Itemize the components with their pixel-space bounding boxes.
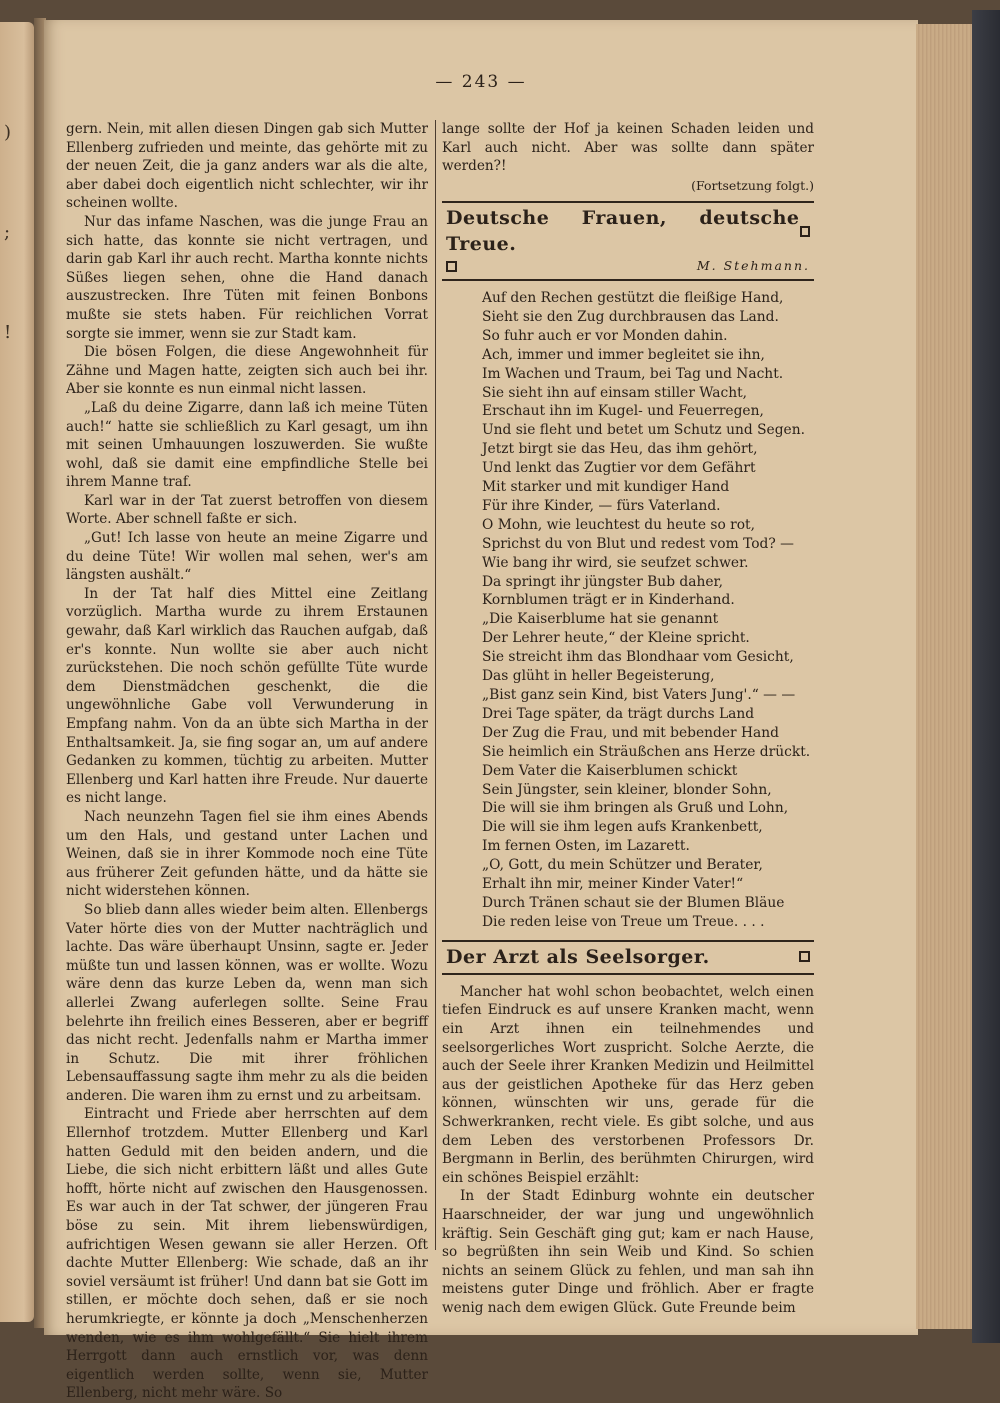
poem-line: Erschaut ihn im Kugel- und Feuerregen, [482,403,764,420]
article-header [442,940,814,975]
poem-line: Sieht sie den Zug durchbrausen das Land. [482,308,779,325]
poem-line: Die will sie ihm bringen als Gruß und Lohn, [482,800,789,817]
margin-mark: ! [4,322,12,343]
poem-body [482,289,814,932]
poem-line: Wie bang ihr wird, sie seufzet schwer. [482,554,749,571]
poem-line: Und sie fleht und betet um Schutz und Segen. [482,422,805,439]
paragraph: Nur das infame Naschen, was die junge Frau an sich hatte, das konnte sie nicht vertragen, und darin gab Karl ihr auch recht. Martha konnte nichts Süßes liegen sehen, ohne die Hand danach auszustrecken. Ihre Tüten mit feinen Bonbons mußte sie stets haben. Für reichlichen Vorrat sorgte sie immer, wenn sie zur Stadt kam. [66,213,428,342]
paragraph: Mancher hat wohl schon beobachtet, welch einen tiefen Eindruck es auf unsere Kranken macht, wenn ein Arzt ihnen ein teilnehmendes und seelsorgerliches Wort zuspricht. Solche Aerzte, die auch der Seele ihrer Kranken Medizin und Heilmittel aus der geistlichen Apotheke für das Herz geben können, wünschten wir uns, gerade für die Schwerkranken, recht viele. Es gibt solche, und aus dem Leben des verstorbenen Professors Dr. Bergmann in Berlin, des berühmten Chirurgen, wird ein schönes Beispiel erzählt: [442,983,814,1186]
poem-line: Da springt ihr jüngster Bub daher, [482,573,723,590]
poem-line: Der Zug die Frau, und mit bebender Hand [482,724,779,741]
paragraph: gern. Nein, mit allen diesen Dingen gab sich Mutter Ellenberg zufrieden und meinte, das gehörte mit zu der neuen Zeit, die ja ganz anders war als die alte, aber dabei doch eigentlich nicht schlechter, wir ihr scheinen wollte. [66,121,428,212]
poem-line: Durch Tränen schaut sie der Blumen Bläue [482,894,785,911]
poem-line: Im Wachen und Traum, bei Tag und Nacht. [482,365,784,382]
poem-header [442,201,814,281]
poem-line: Drei Tage später, da trägt durchs Land [482,705,755,722]
poem-line: Mit starker und mit kundiger Hand [482,479,730,496]
paragraph: In der Tat half dies Mittel eine Zeitlang vorzüglich. Martha wurde zu ihrem Erstaunen gewahr, daß Karl wirklich das Rauchen aufgab, daß er's konnte. Nun wollte sie aber auch nicht zurückstehen. Die noch schön gefüllte Tüte wurde dem Dienstmädchen geschenkt, die die ungewöhnliche Gabe voll Verwunderung in Empfang nahm. Von da an übte sich Martha in der Enthaltsamkeit. Ja, sie fing sogar an, um auf andere Gedanken zu kommen, tüchtig zu arbeiten. Mutter Ellenberg und Karl hatten ihre Freude. Nur dauerte es nicht lange. [66,585,428,807]
article-arzt [442,940,814,1318]
poem-line: Dem Vater die Kaiserblumen schickt [482,762,738,779]
poem-line: Die will sie ihm legen aufs Krankenbett, [482,819,763,836]
poem-line: Sprichst du von Blut und redest vom Tod? — [482,535,794,552]
paragraph: Nach neunzehn Tagen fiel sie ihm eines Abends um den Hals, und gestand unter Lachen und Weinen, daß sie in ihrer Kommode noch eine Tüte aus früherer Zeit gefunden hätte, und da hätte sie nicht widerstehen können. [66,808,428,900]
book-page [44,20,918,1402]
poem-title: Deutsche Frauen, deutsche Treue. [446,207,800,256]
column-rule [435,120,436,1250]
right-column [442,120,814,1317]
left-paragraphs [66,120,428,1403]
poem-line: Im fernen Osten, im Lazarett. [482,838,690,855]
poem-line: Und lenkt das Zugtier vor dem Gefährt [482,460,756,477]
previous-page-edge [0,22,34,1322]
story-continuation: lange sollte der Hof ja keinen Schaden leiden und Karl auch nicht. Aber was sollte dann später werden?! [442,121,814,175]
poem-line: Das glüht in heller Begeisterung, [482,668,715,685]
poem-line: So fuhr auch er vor Monden dahin. [482,327,728,344]
page-number: — 243 — [435,72,527,92]
margin-mark: ; [4,222,11,243]
article-title: Der Arzt als Seelsorger. [446,945,710,968]
poem-line: Der Lehrer heute,“ der Kleine spricht. [482,630,750,647]
article-body [442,983,814,1318]
poem-line: Sie sieht ihn auf einsam stiller Wacht, [482,384,748,401]
left-column [66,120,428,1403]
margin-mark: ) [4,122,12,143]
continuation-note: (Fortsetzung folgt.) [691,177,814,193]
poem-line: Erhalt ihn mir, meiner Kinder Vater!“ [482,876,744,893]
paragraph: Die bösen Folgen, die diese Angewohnheit für Zähne und Magen hatte, zeigten sich auch bei ihr. Aber sie konnte es nun einmal nicht lassen. [66,344,428,398]
poem-line: Jetzt birgt sie das Heu, das ihm gehört, [482,441,758,458]
poem-author: M. Stehmann. [696,258,810,274]
paragraph: „Gut! Ich lasse von heute an meine Zigarre und du deine Tüte! Wir wollen mal sehen, wer's am längsten aushält.“ [66,530,428,584]
box-ornament-icon [446,261,457,272]
paragraph: Eintracht und Friede aber herrschten auf dem Ellernhof trotzdem. Mutter Ellenberg und Karl hatten Geduld mit den beiden andern, und die Liebe, die sich nicht erbittern läßt und alles Gute hofft, hörte nicht auf zwischen den Hausgenossen. Es war auch in der Tat schwer, der jüngeren Frau böse zu sein. Mit ihrem liebenswürdigen, aufrichtigen Wesen gewann sie aller Herzen. Oft dachte Mutter Ellenberg: Wie schade, daß an ihr soviel versäumt ist früher! Und dann bat sie Gott im stillen, er möchte doch sehen, daß er sie noch herumkriegte, er könnte ja doch „Menschenherzen wenden, wie es ihm wohlgefällt.“ Sie hielt ihrem Herrgott dann auch ernstlich vor, was denn eigentlich werden sollte, wenn sie, Mutter Ellenberg, nicht mehr wäre. So [66,1106,428,1402]
poem-line: Auf den Rechen gestützt die fleißige Hand, [482,289,784,306]
poem-line: Sie streicht ihm das Blondhaar vom Gesicht, [482,649,794,666]
poem-line: „Die Kaiserblume hat sie genannt [482,611,719,628]
paragraph: So blieb dann alles wieder beim alten. Ellenbergs Vater hörte dies von der Mutter nachträglich und lachte. Das wäre überhaupt Unsinn, sagte er. Jeder müßte tun und lassen können, was er wollte. Wozu wäre denn das kurze Leben da, wenn man sich allerlei Zwang auferlegen sollte. Seine Frau belehrte ihn freilich eines Besseren, aber er begriff das nicht recht. Jedenfalls nahm er Martha immer in Schutz. Die mit ihrer fröhlichen Lebensauffassung sagte ihm mehr zu als die beiden anderen. Die waren ihm zu ernst und zu arbeitsam. [66,901,428,1104]
page-stack-edge [916,24,974,1329]
poem-line: „Bist ganz sein Kind, bist Vaters Jung'.“ — — [482,687,796,703]
poem-line: Die reden leise von Treue um Treue. . . . [482,913,765,930]
poem-line: Für ihre Kinder, — fürs Vaterland. [482,497,721,514]
poem-line: Sein Jüngster, sein kleiner, blonder Sohn, [482,781,772,798]
box-ornament-icon [799,951,810,962]
poem-line: Kornblumen trägt er in Kinderhand. [482,592,735,609]
paragraph: In der Stadt Edinburg wohnte ein deutscher Haarschneider, der war jung und ungewöhnlich kräftig. Sein Geschäft ging gut; kam er nach Hause, so begrüßten ihn sein Weib und Kind. So schien nichts an seinem Glück zu fehlen, und man sah ihn meistens guter Dinge und fröhlich. Aber er fragte wenig nach dem ewigen Glück. Gute Freunde beim [442,1188,814,1316]
paragraph: „Laß du deine Zigarre, dann laß ich meine Tüten auch!“ hatte sie schließlich zu Karl gesagt, um ihn mit seinen Umhauungen loszuwerden. Sie wußte wohl, daß sie damit eine empfindliche Stelle bei ihrem Manne traf. [66,399,428,491]
paragraph: Karl war in der Tat zuerst betroffen von diesem Worte. Aber schnell faßte er sich. [66,492,428,528]
poem-line: „O, Gott, du mein Schützer und Berater, [482,857,763,874]
box-ornament-icon [800,226,811,237]
poem-line: Ach, immer und immer begleitet sie ihn, [482,346,765,363]
poem-line: O Mohn, wie leuchtest du heute so rot, [482,516,755,533]
book-cover-edge [972,10,1000,1343]
poem-line: Sie heimlich ein Sträußchen ans Herze drückt. [482,743,811,760]
